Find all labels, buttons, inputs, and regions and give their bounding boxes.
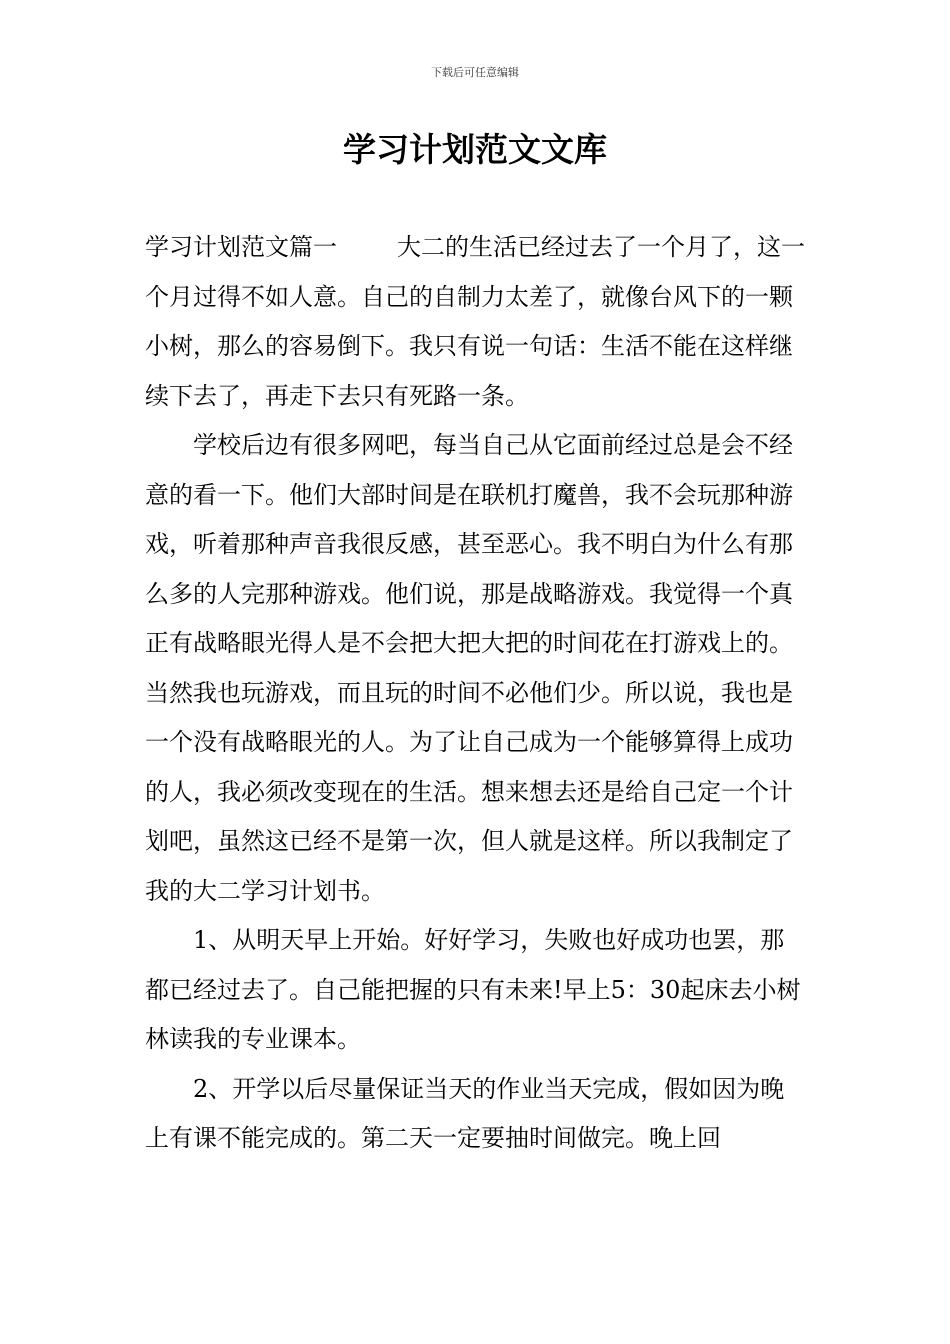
paragraph-3: 1、从明天早上开始。好好学习，失败也好成功也罢，那都已经过去了。自己能把握的只有未来!早上5：30起床去小树林读我的专业课本。 bbox=[145, 926, 801, 1053]
document-title: 学习计划范文文库 bbox=[343, 130, 607, 169]
section-label: 学习计划范文篇一 bbox=[145, 233, 337, 261]
paragraph-1 bbox=[145, 223, 807, 421]
document-body bbox=[145, 223, 807, 1164]
paragraph-4: 2、开学以后尽量保证当天的作业当天完成，假如因为晚上有课不能完成的。第二天一定要抽时间做完。晚上回 bbox=[145, 1074, 785, 1152]
paragraph-2: 学校后边有很多网吧，每当自己从它面前经过总是会不经意的看一下。他们大部时间是在联机打魔兽，我不会玩那种游戏，听着那种声音我很反感，甚至恶心。我不明白为什么有那么多的人完那种游戏。他们说，那是战略游戏。我觉得一个真正有战略眼光得人是不会把大把大把的时间花在打游戏上的。当然我也玩游戏，而且玩的时间不必他们少。所以说，我也是一个没有战略眼光的人。为了让自己成为一个能够算得上成功的人，我必须改变现在的生活。想来想去还是给自己定一个计划吧，虽然这已经不是第一次，但人就是这样。所以我制定了我的大二学习计划书。 bbox=[145, 431, 793, 905]
header-note: 下载后可任意编辑 bbox=[431, 66, 519, 79]
paragraph-1-text: 大二的生活已经过去了一个月了，这一个月过得不如人意。自己的自制力太差了，就像台风下的一颗小树，那么的容易倒下。我只有说一句话：生活不能在这样继续下去了，再走下去只有死路一条。 bbox=[145, 233, 805, 410]
